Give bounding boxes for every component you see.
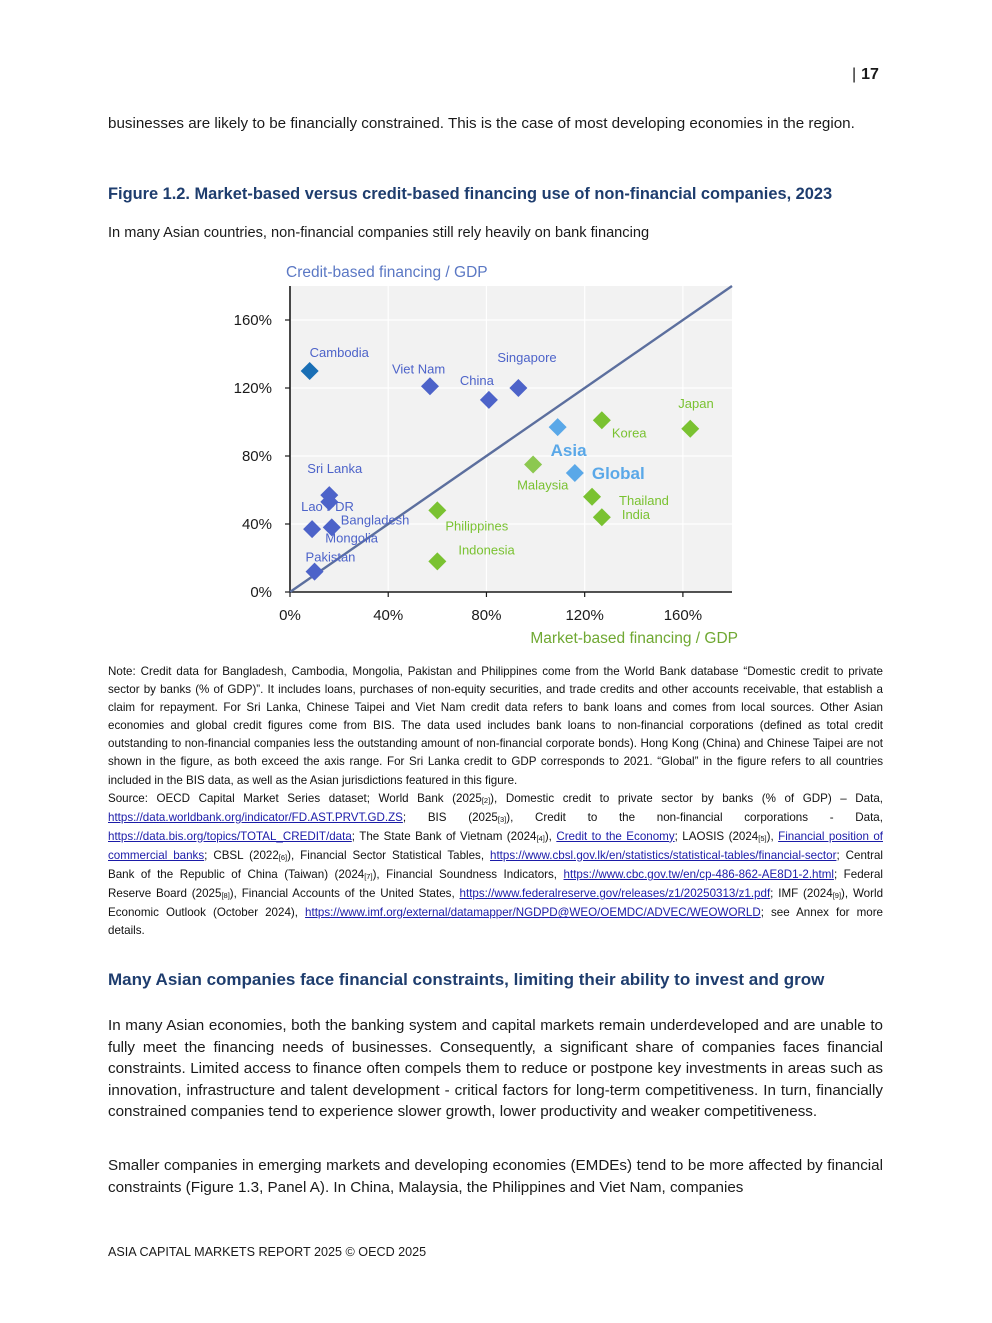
source-link-federalreserve[interactable]: https://www.federalreserve.gov/releases/z1/20250313/z1.pdf [459,887,771,901]
label-japan: Japan [678,395,714,411]
label-singapore: Singapore [497,350,557,365]
label-thailand: Thailand [619,492,669,508]
section-title: Many Asian companies face financial constraints, limiting their ability to invest and grow [108,970,825,989]
x-axis-label: Market-based financing / GDP [530,630,738,647]
x-tick-label: 0% [279,607,301,624]
page-number: | 17 [852,66,879,83]
label-lao-pdr: Lao PDR [301,499,354,515]
label-cambodia: Cambodia [309,345,369,360]
source-link-imf[interactable]: https://www.imf.org/external/datamapper/NGDPD@WEO/OEMDC/ADVEC/WEOWORLD [305,906,761,920]
reference-marker: [4] [536,833,545,843]
source-link-credit-economy[interactable]: Credit to the Economy [556,829,675,843]
reference-marker: [2] [481,795,491,805]
note-text: Note: Credit data for Bangladesh, Cambodia, Mongolia, Pakistan and Philippines come from the World Bank database “Domestic credit to private sector by banks (% of GDP)”. It includes loans, purchases of non-equity securities, and trade credits and other accounts receivable, that establish a claim for repayment. For Sri Lanka, Chinese Taipei and Viet Nam credit data refers to bank loans and comes from local sources. Other Asian economies and global credit figures come from BIS. The data used includes bank loans to non-financial corporations (defined as total credit outstanding to non-financial companies less the outstanding amount of non-financial corporate bonds). Hong Kong (China) and Chinese Taipei are not shown in the figure, as both exceed the axis range. For Sri Lanka credit to GDP corresponds to 2021. “Global” in the figure refers to all countries included in the BIS data, as well as the Asian jurisdictions featured in this figure. [108,665,883,787]
label-pakistan: Pakistan [305,549,356,565]
source-part: ), Financial Sector Statistical Tables, [287,848,491,862]
scatter-chart [200,256,760,651]
y-tick-label: 80% [241,448,272,465]
x-tick-label: 160% [663,607,703,624]
y-axis-label: Credit-based financing / GDP [286,264,488,281]
source-part: ), World Economic Outlook (October 2024), [108,887,884,920]
source-part: ; Central Bank of the Republic of China (Taiwan) (2024 [108,848,883,882]
figure-notes [108,663,883,940]
source-part: ; CBSL (2022 [204,848,279,862]
source-link-cbsl[interactable]: https://www.cbsl.gov.lk/en/statistics/statistical-tables/financial-sector [490,848,837,862]
label-korea: Korea [611,425,647,441]
source-part: ), Financial Soundness Indicators, [372,868,564,882]
label-mongolia: Mongolia [325,530,379,546]
reference-marker: [9] [832,891,842,901]
y-tick-label: 160% [233,312,272,329]
source-part: ), Financial Accounts of the United States, [229,887,460,901]
source-part: ), Domestic credit to private sector by banks (% of GDP) – Data, [490,791,884,805]
figure-title: Figure 1.2. Market-based versus credit-based financing use of non-financial companies, 2023 [108,185,833,203]
label-global: Global [591,464,645,483]
label-viet-nam: Viet Nam [391,361,446,377]
label-malaysia: Malaysia [517,477,569,493]
label-india: India [621,507,651,523]
y-tick-label: 0% [250,584,272,601]
figure-subtitle: In many Asian countries, non-financial companies still rely heavily on bank financing [108,225,650,241]
x-tick-label: 40% [373,607,404,624]
source-part: ), [766,829,779,843]
section-paragraph-1: In many Asian economies, both the banking system and capital markets remain underdeveloped and are unable to fully meet the financing needs of businesses. Consequently, a significant share of companies faces financial constraints. Limited access to finance often compels them to reduce or postpone key investments in areas such as innovation, infrastructure and talent development - critical factors for long-term competitiveness. In turn, financially constrained companies tend to experience slower growth, lower productivity and weaker competitiveness. [108,1017,883,1121]
source-link-bis[interactable]: https://data.bis.org/topics/TOTAL_CREDIT/data [108,829,352,843]
source-part: ; see Annex for more details. [108,906,883,938]
source-link-worldbank[interactable]: https://data.worldbank.org/indicator/FD.AST.PRVT.GD.ZS [108,810,403,824]
x-tick-label: 80% [471,607,502,624]
reference-marker: [3] [497,814,507,824]
label-sri-lanka: Sri Lanka [307,461,363,477]
intro-paragraph: businesses are likely to be financially constrained. This is the case of most developing economies in the region. [108,115,855,132]
y-tick-label: 120% [233,380,272,397]
source-text [108,790,883,941]
source-part: ; BIS (2025 [402,810,498,824]
source-part: ), [544,829,557,843]
reference-marker: [6] [278,852,288,862]
source-part: Source: OECD Capital Market Series dataset; World Bank (2025 [108,791,482,805]
reference-marker: [7] [364,872,373,882]
source-part: ), Credit to the non-financial corporations - Data, [506,810,883,824]
source-part: ; LAOSIS (2024 [674,829,759,843]
section-paragraph-2: Smaller companies in emerging markets and developing economies (EMDEs) tend to be more affected by financial constraints (Figure 1.3, Panel A). In China, Malaysia, the Philippines and Viet Nam, companies [108,1157,883,1196]
footer: ASIA CAPITAL MARKETS REPORT 2025 © OECD 2025 [108,1245,427,1259]
page-number-value: 17 [861,66,879,83]
label-china: China [459,372,494,388]
label-asia: Asia [550,441,587,461]
label-indonesia: Indonesia [458,542,515,558]
label-philippines: Philippines [445,518,509,534]
source-link-laosis[interactable]: Financial position of commercial banks [108,829,883,862]
reference-marker: [8] [221,891,230,901]
reference-marker: [5] [758,833,767,843]
source-part: ; The State Bank of Vietnam (2024 [351,829,537,843]
source-part: ; IMF (2024 [770,887,833,901]
x-tick-label: 120% [565,607,604,624]
y-tick-label: 40% [241,516,272,533]
source-link-cbc[interactable]: https://www.cbc.gov.tw/en/cp-486-862-AE8D1-2.html [563,868,834,882]
source-part: ; Federal Reserve Board (2025 [108,868,883,901]
label-bangladesh: Bangladesh [340,512,410,528]
